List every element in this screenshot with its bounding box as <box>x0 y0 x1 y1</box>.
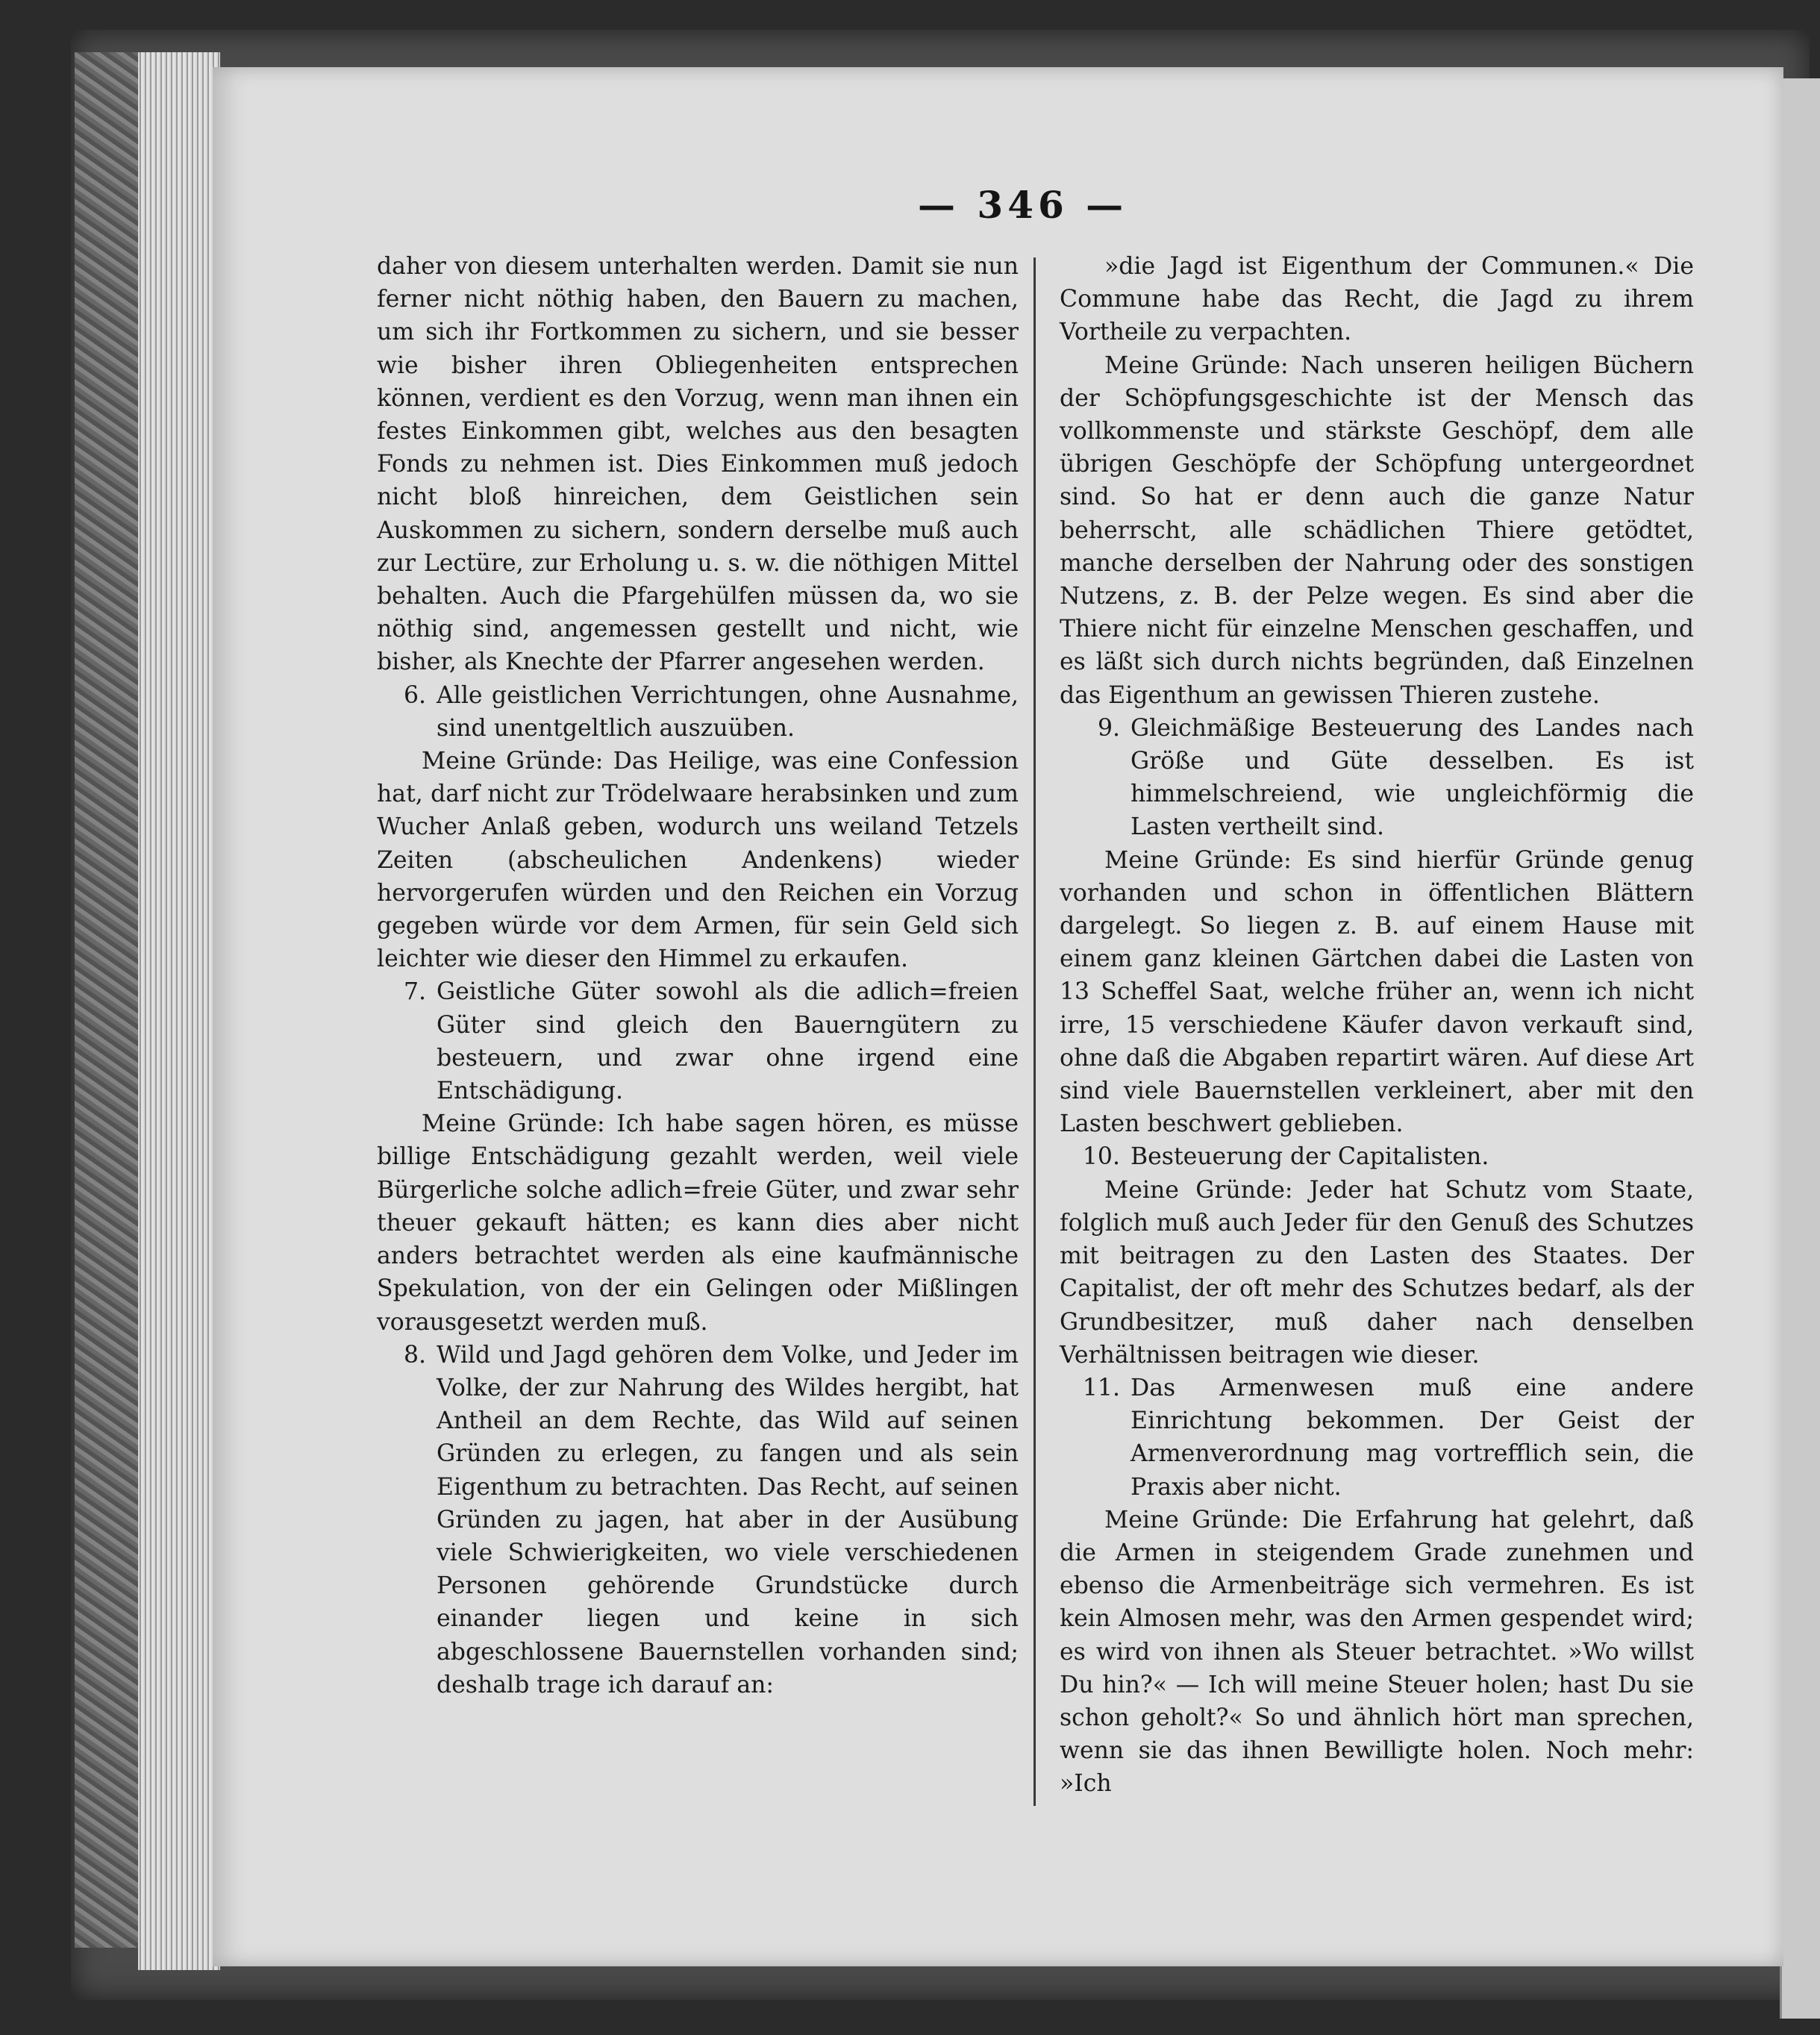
left-column <box>377 250 1019 1701</box>
marbled-edge <box>75 52 142 1948</box>
list-item <box>1060 712 1694 844</box>
facing-page-edge <box>1780 78 1820 2019</box>
item-number: 8. <box>403 1341 426 1369</box>
item-number: 6. <box>403 681 426 709</box>
list-item <box>1060 1372 1694 1504</box>
page-number: — 346 — <box>918 183 1128 227</box>
item-number: 11. <box>1082 1374 1120 1401</box>
paragraph: »die Jagd ist Eigenthum der Communen.« Die Commune habe das Recht, die Jagd zu ihrem Vortheile zu verpachten. <box>1060 253 1694 346</box>
item-text: Alle geistlichen Verrichtungen, ohne Ausnahme, sind unentgeltlich auszuüben. <box>437 681 1019 742</box>
paragraph: Meine Gründe: Die Erfahrung hat gelehrt, daß die Armen in steigendem Grade zunehmen und ebenso die Armenbeiträge sich vermehren. Es ist kein Almosen mehr, was den Armen gespendet wird; es wird von ihnen als Steuer betrachtet. »Wo willst Du hin?« — Ich will meine Steuer holen; hast Du sie schon geholt?« So und ähnlich hört man sprechen, wenn sie das ihnen Bewilligte holen. Noch mehr: »Ich <box>1060 1506 1694 1798</box>
column-rule <box>1033 257 1036 1806</box>
item-number: 10. <box>1082 1143 1120 1171</box>
list-item <box>377 679 1019 745</box>
item-text: Geistliche Güter sowohl als die adlich=freien Güter sind gleich den Bauerngütern zu besteuern, und zwar ohne irgend eine Entschädigung. <box>437 978 1019 1105</box>
paragraph: daher von diesem unterhalten werden. Damit sie nun ferner nicht nöthig haben, den Bauern zu machen, um sich ihr Fortkommen zu sichern, und sie besser wie bisher ihren Obliegenheiten entsprechen können, verdient es den Vorzug, wenn man ihnen ein festes Einkommen gibt, welches aus den besagten Fonds zu nehmen ist. Dies Einkommen muß jedoch nicht bloß hinreichen, dem Geistlichen sein Auskommen zu sichern, sondern derselbe muß auch zur Lectüre, zur Erholung u. s. w. die nöthigen Mittel behalten. Auch die Pfargehülfen müssen da, wo sie nöthig sind, angemessen gestellt und nicht, wie bisher, als Knechte der Pfarrer angesehen werden. <box>377 253 1019 676</box>
item-text: Das Armenwesen muß eine andere Einrichtung bekommen. Der Geist der Armenverordnung mag vortrefflich sein, die Praxis aber nicht. <box>1131 1374 1694 1501</box>
paragraph: Meine Gründe: Nach unseren heiligen Büchern der Schöpfungsgeschichte ist der Mensch das vollkommenste und stärkste Geschöpf, dem alle übrigen Geschöpfe der Schöpfung untergeordnet sind. So hat er denn auch die ganze Natur beherrscht, alle schädlichen Thiere getödtet, manche derselben der Nahrung oder des sonstigen Nutzens, z. B. der Pelze wegen. Es sind aber die Thiere nicht für einzelne Menschen geschaffen, und es läßt sich durch nichts begründen, daß Einzelnen das Eigenthum an gewissen Thieren zustehe. <box>1060 351 1694 709</box>
paragraph: Meine Gründe: Ich habe sagen hören, es müsse billige Entschädigung gezahlt werden, weil viele Bürgerliche solche adlich=freie Güter, und zwar sehr theuer gekauft hätten; es kann dies aber nicht anders betrachtet werden als eine kaufmännische Spekulation, von der ein Gelingen oder Mißlingen vorausgesetzt werden muß. <box>377 1110 1019 1336</box>
item-number: 7. <box>403 978 426 1006</box>
item-number: 9. <box>1097 714 1120 742</box>
paragraph: Meine Gründe: Es sind hierfür Gründe genug vorhanden und schon in öffentlichen Blättern dargelegt. So liegen z. B. auf einem Hause mit einem ganz kleinen Gärtchen dabei die Lasten von 13 Scheffel Saat, welche früher an, wenn ich nicht irre, 15 verschiedene Käufer davon verkauft sind, ohne daß die Abgaben repartirt wären. Auf diese Art sind viele Bauernstellen verkleinert, aber mit den Lasten beschwert geblieben. <box>1060 846 1694 1138</box>
paragraph: Meine Gründe: Das Heilige, was eine Confession hat, darf nicht zur Trödelwaare herabsinken und zum Wucher Anlaß geben, wodurch uns weiland Tetzels Zeiten (abscheulichen Andenkens) wieder hervorgerufen würden und den Reichen ein Vorzug gegeben würde vor dem Armen, für sein Geld sich leichter wie dieser den Himmel zu erkaufen. <box>377 748 1019 973</box>
list-item <box>1060 1140 1694 1173</box>
item-text: Gleichmäßige Besteuerung des Landes nach Größe und Güte desselben. Es ist himmelschreiend, wie ungleichförmig die Lasten vertheilt sind. <box>1131 714 1694 841</box>
right-column <box>1060 250 1694 1801</box>
item-text: Wild und Jagd gehören dem Volke, und Jeder im Volke, der zur Nahrung des Wildes hergibt, hat Antheil an dem Rechte, das Wild auf seinen Gründen zu erlegen, zu fangen und als sein Eigenthum zu betrachten. Das Recht, auf seinen Gründen zu jagen, hat aber in der Ausübung viele Schwierigkeiten, wo viele verschiedenen Personen gehörende Grundstücke durch einander liegen und keine in sich abgeschlossene Bauernstellen vorhanden sind; deshalb trage ich darauf an: <box>437 1341 1019 1698</box>
page-edges <box>138 52 220 1970</box>
item-text: Besteuerung der Capitalisten. <box>1131 1143 1489 1171</box>
list-item <box>377 1339 1019 1701</box>
list-item <box>377 975 1019 1107</box>
paragraph: Meine Gründe: Jeder hat Schutz vom Staate, folglich muß auch Jeder für den Genuß des Schutzes mit beitragen zu den Lasten des Staates. Der Capitalist, der oft mehr des Schutzes bedarf, als der Grundbesitzer, muß daher nach denselben Verhältnissen beitragen wie dieser. <box>1060 1176 1694 1369</box>
